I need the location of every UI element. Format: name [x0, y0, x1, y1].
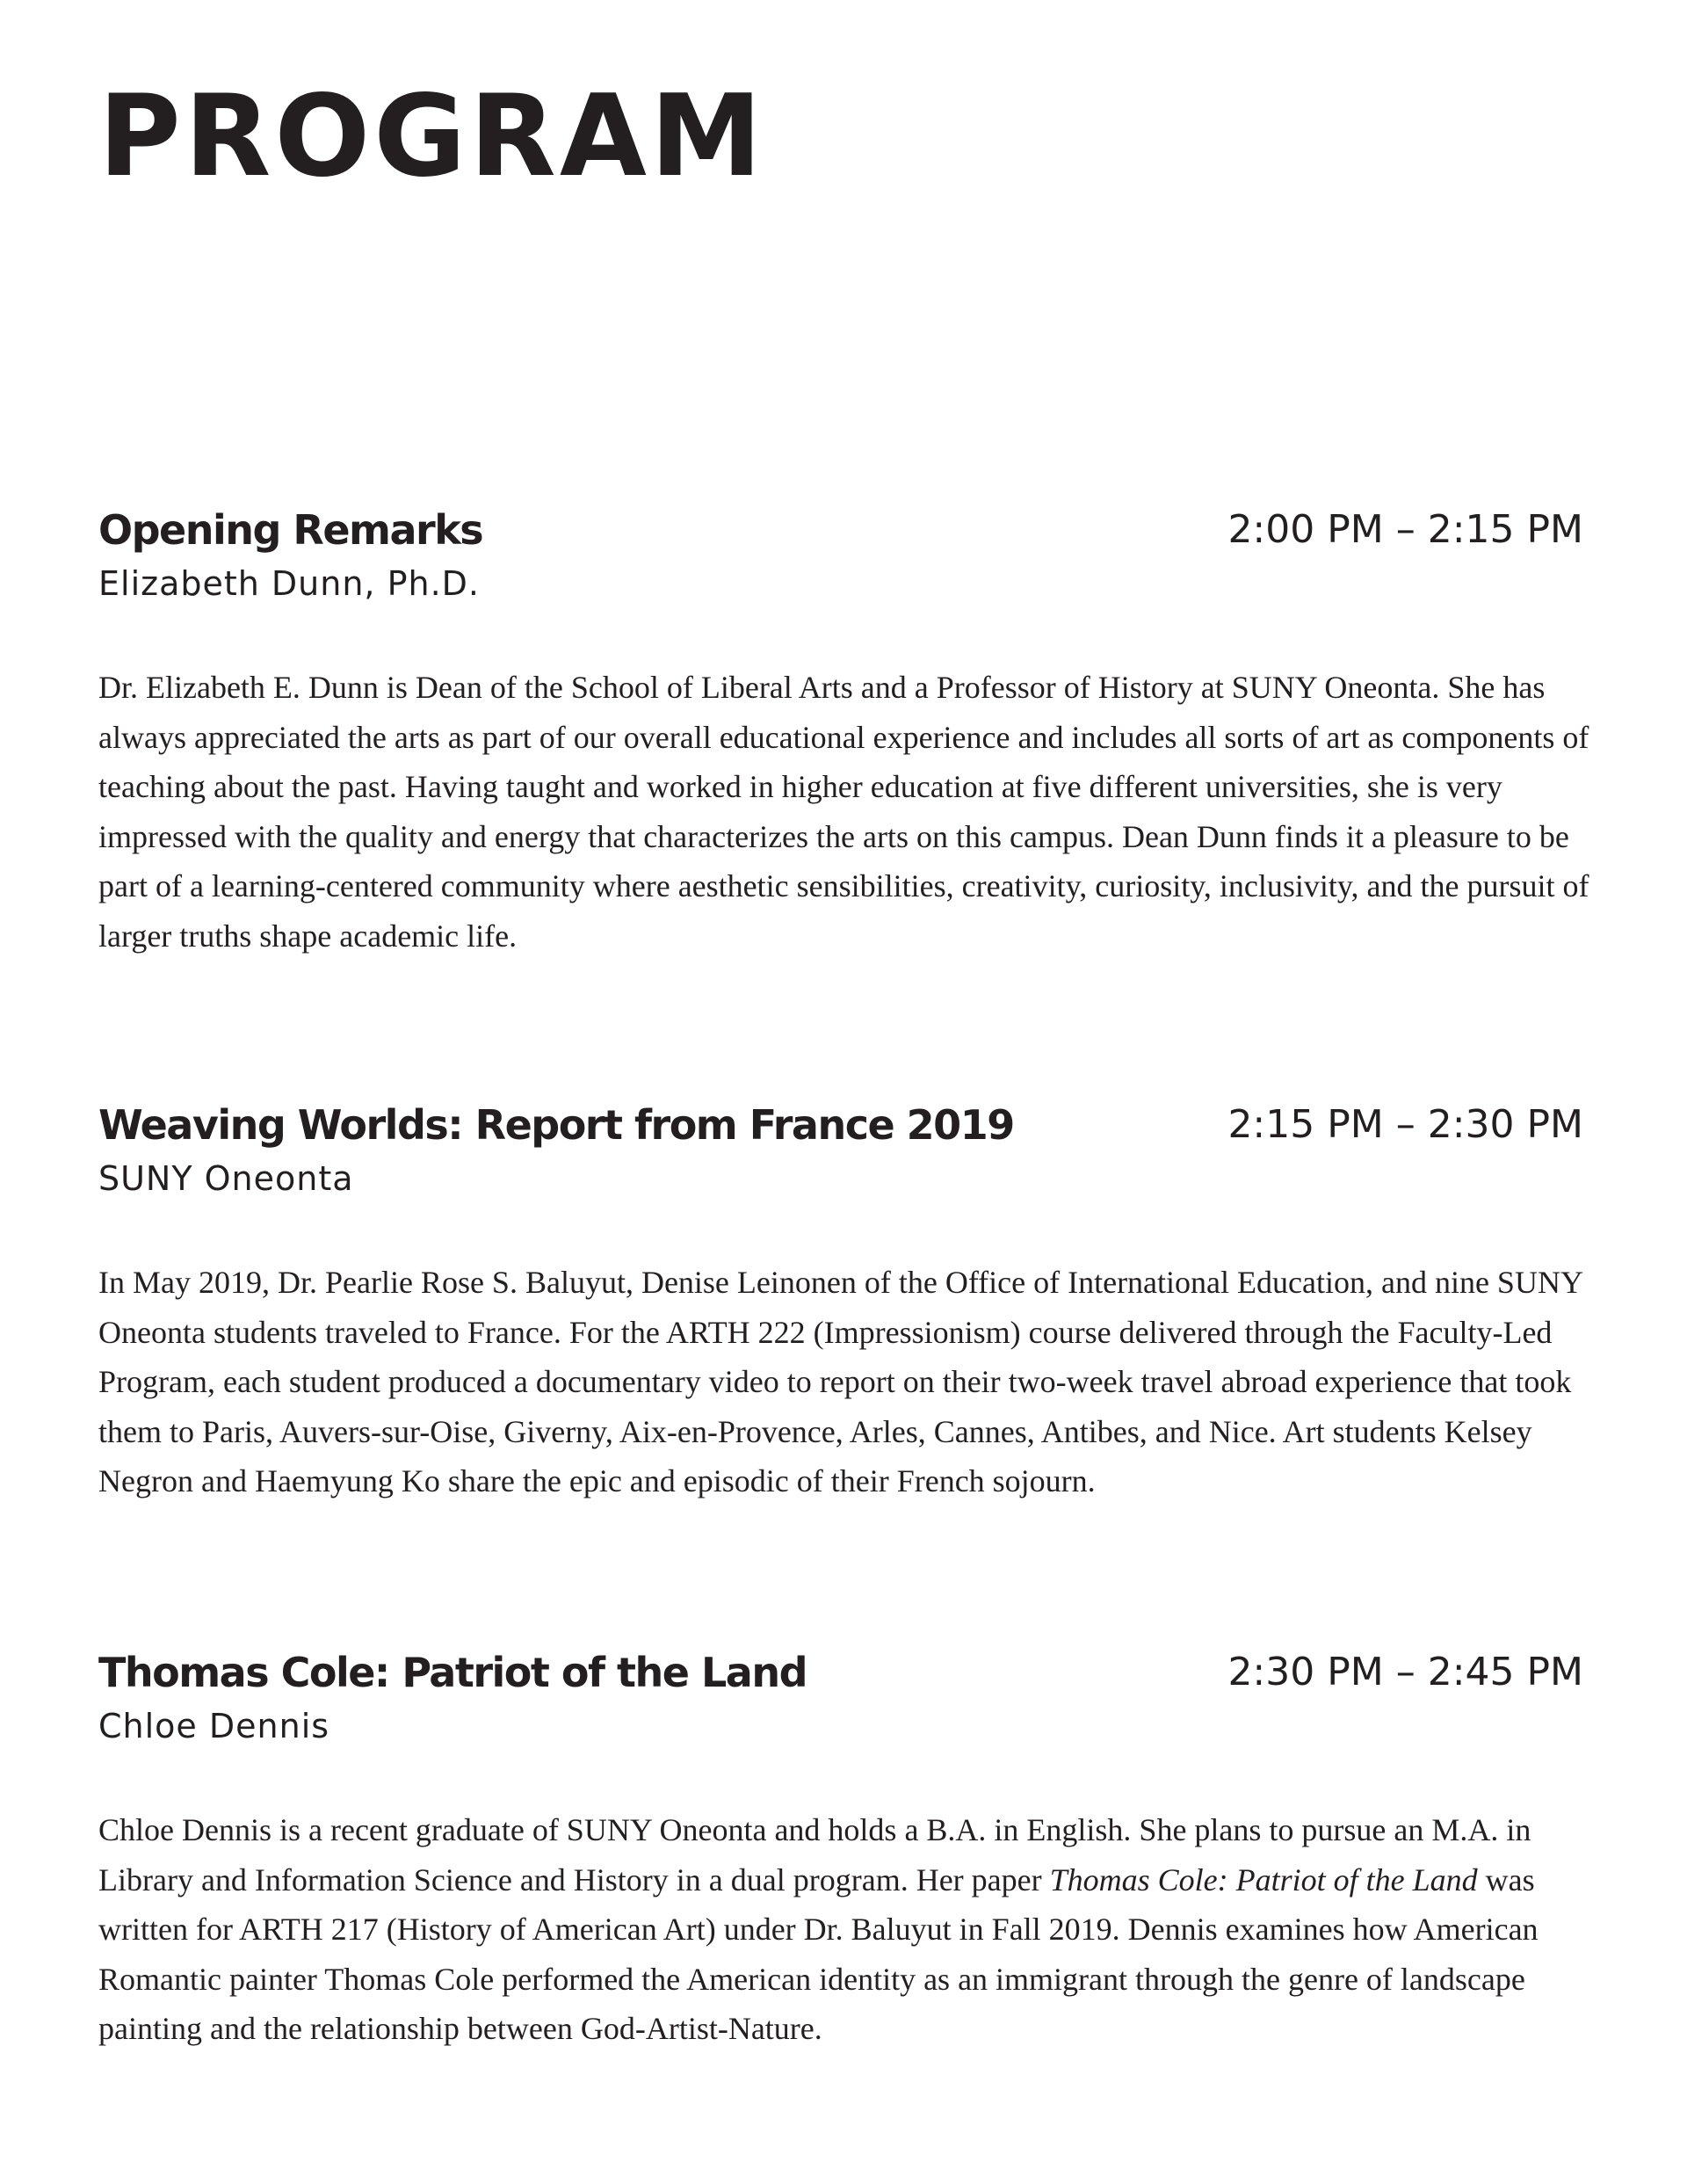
session-title: Thomas Cole: Patriot of the Land: [98, 1649, 807, 1696]
session-speaker: Elizabeth Dunn, Ph.D.: [98, 564, 481, 603]
session-time: 2:00 PM – 2:15 PM: [1227, 507, 1583, 552]
session-header: [98, 501, 1583, 559]
session-time: 2:15 PM – 2:30 PM: [1227, 1102, 1583, 1147]
session-header: [98, 1096, 1583, 1154]
paper-title: Thomas Cole: Patriot of the Land: [1049, 1861, 1478, 1897]
description-text: Chloe Dennis is a recent graduate of SUNY Oneonta and holds a B.A. in English. She plans to pursue an M.A. in Library and Information Science and History in a dual program. Her paper: [98, 1812, 1531, 1897]
session-header: [98, 1643, 1583, 1701]
description-text: was written for ARTH 217 (History of American Art) under Dr. Baluyut in Fall 2019. Dennis examines how American Romantic painter Thomas Cole performed the American identity as an immigrant through the genre of landscape painting and the relationship between God-Artist-Nature.: [98, 1861, 1539, 2046]
session-description: In May 2019, Dr. Pearlie Rose S. Baluyut, Denise Leinonen of the Office of International Education, and nine SUNY Oneonta students traveled to France. For the ARTH 222 (Impressionism) course delivered through the Faculty-Led Program, each student produced a documentary video to report on their two-week travel abroad experience that took them to Paris, Auvers-sur-Oise, Giverny, Aix-en-Provence, Arles, Cannes, Antibes, and Nice. Art students Kelsey Negron and Haemyung Ko share the epic and episodic of their French sojourn.: [98, 1265, 1582, 1498]
session-time: 2:30 PM – 2:45 PM: [1227, 1650, 1583, 1694]
session-title: Weaving Worlds: Report from France 2019: [98, 1101, 1014, 1149]
session-speaker: Chloe Dennis: [98, 1707, 330, 1745]
session-title: Opening Remarks: [98, 506, 483, 554]
session-description: [98, 1805, 1592, 2054]
page-title: PROGRAM: [98, 71, 766, 202]
session-description: Dr. Elizabeth E. Dunn is Dean of the School of Liberal Arts and a Professor of History at SUNY Oneonta. She has always appreciated the arts as part of our overall educational experience and includes all sorts of art as components of teaching about the past. Having taught and worked in higher education at five different universities, she is very impressed with the quality and energy that characterizes the arts on this campus. Dean Dunn finds it a pleasure to be part of a learning-centered community where aesthetic sensibilities, creativity, curiosity, inclusivity, and the pursuit of larger truths shape academic life.: [98, 670, 1589, 954]
session-speaker: SUNY Oneonta: [98, 1159, 354, 1198]
session-thomas-cole: [98, 1643, 1583, 2054]
session-opening-remarks: [98, 501, 1589, 961]
session-weaving-worlds: [98, 1096, 1583, 1506]
